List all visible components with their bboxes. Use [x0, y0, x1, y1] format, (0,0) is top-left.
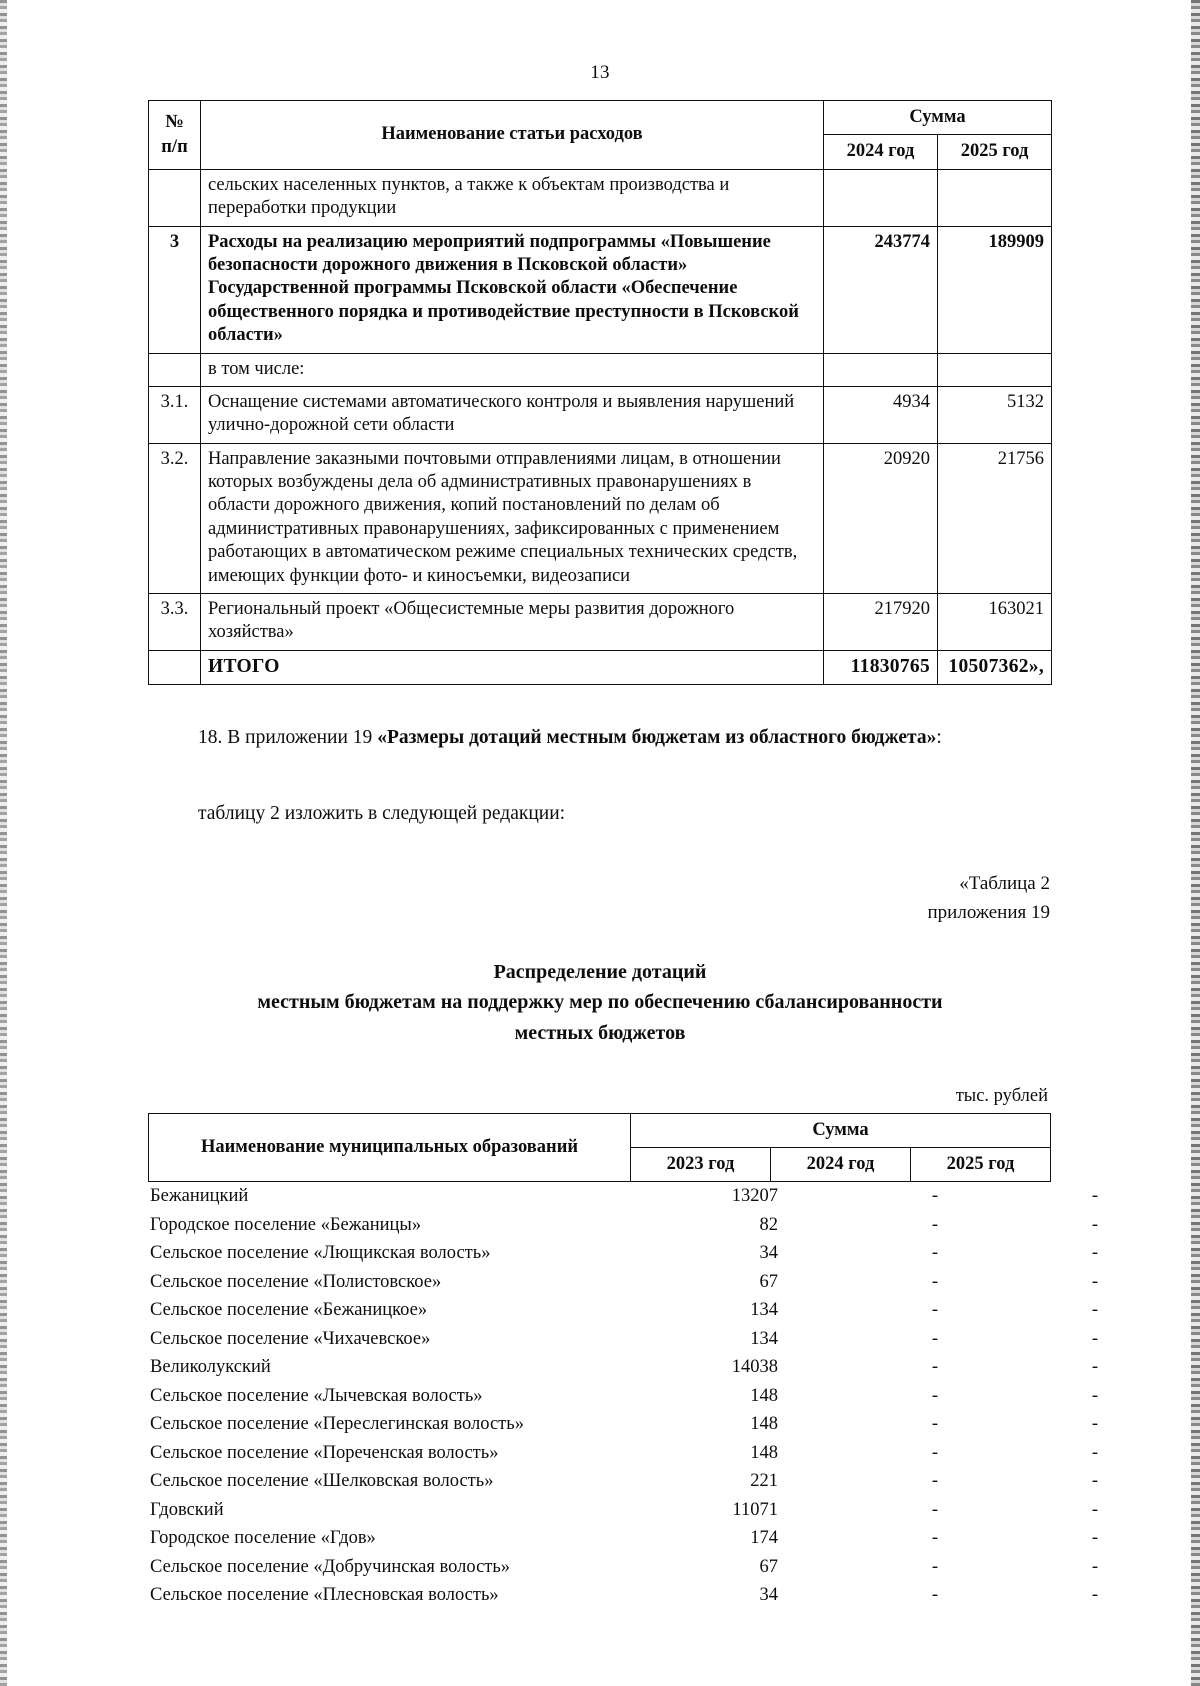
- table-row: [148, 1467, 1118, 1496]
- row-2025: -: [1091, 1385, 1098, 1406]
- page-title-line1: Распределение дотаций: [493, 961, 707, 983]
- row-2025: [938, 169, 1052, 226]
- table-row: [149, 386, 1052, 443]
- row-2023: 14038: [731, 1357, 778, 1377]
- table-row: [149, 226, 1052, 353]
- row-municipality: Сельское поселение «Лычевская волость»: [150, 1385, 483, 1406]
- row-total-2024: 11830765: [824, 650, 938, 685]
- row-2025: -: [1091, 1414, 1098, 1434]
- row-2025: -: [1091, 1499, 1098, 1520]
- table-row: [148, 1524, 1118, 1553]
- row-2025: -: [1091, 1442, 1098, 1463]
- row-2024: 20920: [824, 443, 938, 593]
- expenses-table-container: [148, 100, 1051, 685]
- row-2025: -: [1091, 1271, 1098, 1292]
- row-2025: -: [1091, 1243, 1098, 1263]
- page-title: [100, 957, 1100, 1048]
- row-2024: -: [931, 1214, 938, 1235]
- row-no: 3: [149, 226, 201, 353]
- row-name: в том числе:: [201, 353, 824, 386]
- row-name: Направление заказными почтовыми отправлениями лицам, в отношении которых возбуждены дела об административных правонарушениях в области дорожного движения, копий постановлений по делам об административных правонарушениях, зафиксированных с применением работающих в автоматическом режиме специальных технических средств, имеющих функции фото- и киносъемки, видеозаписи: [201, 443, 824, 593]
- row-2023: 11071: [732, 1499, 778, 1520]
- table-row: [148, 1439, 1118, 1468]
- row-municipality: Гдовский: [150, 1499, 224, 1520]
- row-total-2025: 10507362»,: [938, 650, 1052, 685]
- row-municipality: Городское поселение «Гдов»: [150, 1528, 376, 1548]
- row-2024: -: [931, 1528, 938, 1548]
- subsidies-table-body-table: [148, 1182, 1118, 1610]
- expenses-table-header: [149, 101, 1052, 170]
- row-no: 3.3.: [149, 594, 201, 651]
- table-row-total: [149, 650, 1052, 685]
- row-2025: -: [1091, 1300, 1098, 1320]
- row-2023: 67: [759, 1271, 778, 1292]
- row-2024: -: [931, 1328, 938, 1349]
- table-row: [148, 1268, 1118, 1297]
- row-municipality: Бежаницкий: [150, 1186, 249, 1206]
- row-2023: 134: [750, 1328, 778, 1349]
- row-2025: -: [1091, 1214, 1098, 1235]
- row-2023: 67: [759, 1556, 778, 1577]
- row-municipality: Сельское поселение «Переслегинская волость»: [150, 1414, 524, 1434]
- subsidies-col-municipality: Наименование муниципальных образований: [149, 1114, 631, 1182]
- row-municipality: Сельское поселение «Полистовское»: [150, 1271, 442, 1292]
- row-name: Расходы на реализацию мероприятий подпрограммы «Повышение безопасности дорожного движения в Псковской области» Государственной программы Псковской области «Обеспечение общественного порядка и противодействие преступности в Псковской области»: [201, 226, 824, 353]
- row-2025: 189909: [938, 226, 1052, 353]
- subsidies-col-2023: 2023 год: [631, 1148, 771, 1182]
- table-row: [149, 169, 1052, 226]
- table-row: [148, 1581, 1118, 1610]
- appendix-reference-line1: «Таблица 2: [959, 873, 1050, 894]
- paragraph-18-prefix: 18. В приложении 19: [198, 727, 378, 748]
- row-2024: -: [931, 1414, 938, 1434]
- table-row: [148, 1296, 1118, 1325]
- row-municipality: Сельское поселение «Лющикская волость»: [150, 1243, 491, 1263]
- subsidies-col-sum: Сумма: [631, 1114, 1051, 1148]
- row-2023: 148: [750, 1414, 778, 1434]
- expenses-table-body: [149, 169, 1052, 685]
- row-2023: 148: [750, 1385, 778, 1406]
- row-municipality: Сельское поселение «Чихачевское»: [150, 1328, 431, 1349]
- row-name: Оснащение системами автоматического контроля и выявления нарушений улично-дорожной сети области: [201, 386, 824, 443]
- subsidies-header-row-1: [149, 1114, 1051, 1148]
- row-total-label: ИТОГО: [201, 650, 824, 685]
- row-2025: 21756: [938, 443, 1052, 593]
- row-2024: -: [931, 1471, 938, 1491]
- expenses-col-no-line1: №: [165, 111, 184, 132]
- row-2025: 5132: [938, 386, 1052, 443]
- expenses-col-2025: 2025 год: [938, 135, 1052, 169]
- row-2024: 217920: [824, 594, 938, 651]
- row-2025: -: [1091, 1357, 1098, 1377]
- subsidies-table-header-table: [148, 1113, 1051, 1182]
- row-2024: -: [931, 1556, 938, 1577]
- row-no: [149, 353, 201, 386]
- row-no: [149, 650, 201, 685]
- page-title-line2: местным бюджетам на поддержку мер по обеспечению сбалансированности: [257, 991, 943, 1014]
- row-2025: -: [1091, 1186, 1098, 1206]
- page-title-line3: местных бюджетов: [514, 1021, 686, 1044]
- subsidies-col-2025: 2025 год: [911, 1148, 1051, 1182]
- row-municipality: Сельское поселение «Пореченская волость»: [150, 1442, 499, 1463]
- row-name: сельских населенных пунктов, а также к объектам производства и переработки продукции: [201, 169, 824, 226]
- expenses-table: [148, 100, 1052, 685]
- row-municipality: Сельское поселение «Бежаницкое»: [150, 1300, 428, 1320]
- expenses-header-row-1: [149, 101, 1052, 135]
- row-2023: 34: [759, 1585, 778, 1605]
- table-row: [148, 1182, 1118, 1211]
- expenses-col-sum: Сумма: [824, 101, 1052, 135]
- paragraph-18-bold: «Размеры дотаций местным бюджетам из областного бюджета»: [377, 727, 937, 748]
- paragraph-item-18: [140, 724, 1048, 752]
- appendix-reference: [928, 869, 1050, 928]
- table-row: [148, 1496, 1118, 1525]
- row-municipality: Великолукский: [150, 1357, 271, 1377]
- row-no: 3.1.: [149, 386, 201, 443]
- units-label: тыс. рублей: [955, 1086, 1048, 1106]
- row-2024: 243774: [824, 226, 938, 353]
- expenses-col-no-line2: п/п: [161, 136, 188, 157]
- table-row: [148, 1382, 1118, 1411]
- row-no: [149, 169, 201, 226]
- row-2025: -: [1091, 1556, 1098, 1577]
- row-municipality: Сельское поселение «Добручинская волость»: [150, 1556, 511, 1577]
- row-2024: [824, 169, 938, 226]
- row-municipality: Сельское поселение «Плесновская волость»: [150, 1585, 499, 1605]
- row-2023: 134: [750, 1300, 778, 1320]
- row-2024: -: [931, 1243, 938, 1263]
- table-row: [148, 1410, 1118, 1439]
- table-row: [149, 594, 1052, 651]
- expenses-col-name: Наименование статьи расходов: [201, 101, 824, 170]
- row-2024: -: [931, 1357, 938, 1377]
- table-row: [148, 1211, 1118, 1240]
- table-row: [149, 443, 1052, 593]
- row-name: Региональный проект «Общесистемные меры развития дорожного хозяйства»: [201, 594, 824, 651]
- row-2024: -: [931, 1186, 938, 1206]
- table-row: [148, 1553, 1118, 1582]
- row-2025: [938, 353, 1052, 386]
- expenses-col-no: [149, 101, 201, 170]
- row-2023: 221: [750, 1471, 778, 1491]
- row-2024: -: [931, 1442, 938, 1463]
- table-row: [148, 1325, 1118, 1354]
- row-2024: -: [931, 1300, 938, 1320]
- appendix-reference-line2: приложения 19: [927, 902, 1050, 924]
- row-no: 3.2.: [149, 443, 201, 593]
- row-2025: -: [1091, 1471, 1098, 1491]
- row-2025: -: [1091, 1328, 1098, 1349]
- table-row: [148, 1239, 1118, 1268]
- subsidies-table-header: [149, 1114, 1051, 1182]
- row-2025: 163021: [938, 594, 1052, 651]
- row-municipality: Городское поселение «Бежаницы»: [150, 1214, 422, 1235]
- row-2024: -: [931, 1585, 938, 1605]
- subsidies-table-body: [148, 1182, 1118, 1610]
- table-row: [148, 1353, 1118, 1382]
- row-2023: 82: [759, 1214, 778, 1235]
- row-2024: [824, 353, 938, 386]
- row-2023: 13207: [731, 1186, 778, 1206]
- row-2025: -: [1091, 1585, 1098, 1605]
- row-2024: -: [931, 1385, 938, 1406]
- page-number: 13: [590, 62, 610, 83]
- row-2023: 148: [750, 1442, 778, 1463]
- row-2024: 4934: [824, 386, 938, 443]
- row-2023: 34: [759, 1243, 778, 1263]
- paragraph-table2-instruction: таблицу 2 изложить в следующей редакции:: [198, 803, 566, 824]
- subsidies-col-2024: 2024 год: [771, 1148, 911, 1182]
- paragraph-18-suffix: :: [936, 727, 942, 748]
- row-2025: -: [1091, 1528, 1098, 1548]
- expenses-col-2024: 2024 год: [824, 135, 938, 169]
- row-2024: -: [931, 1499, 938, 1520]
- row-municipality: Сельское поселение «Шелковская волость»: [150, 1471, 494, 1491]
- subsidies-table-container: [148, 1113, 1098, 1610]
- table-row: [149, 353, 1052, 386]
- row-2024: -: [931, 1271, 938, 1292]
- row-2023: 174: [750, 1528, 778, 1548]
